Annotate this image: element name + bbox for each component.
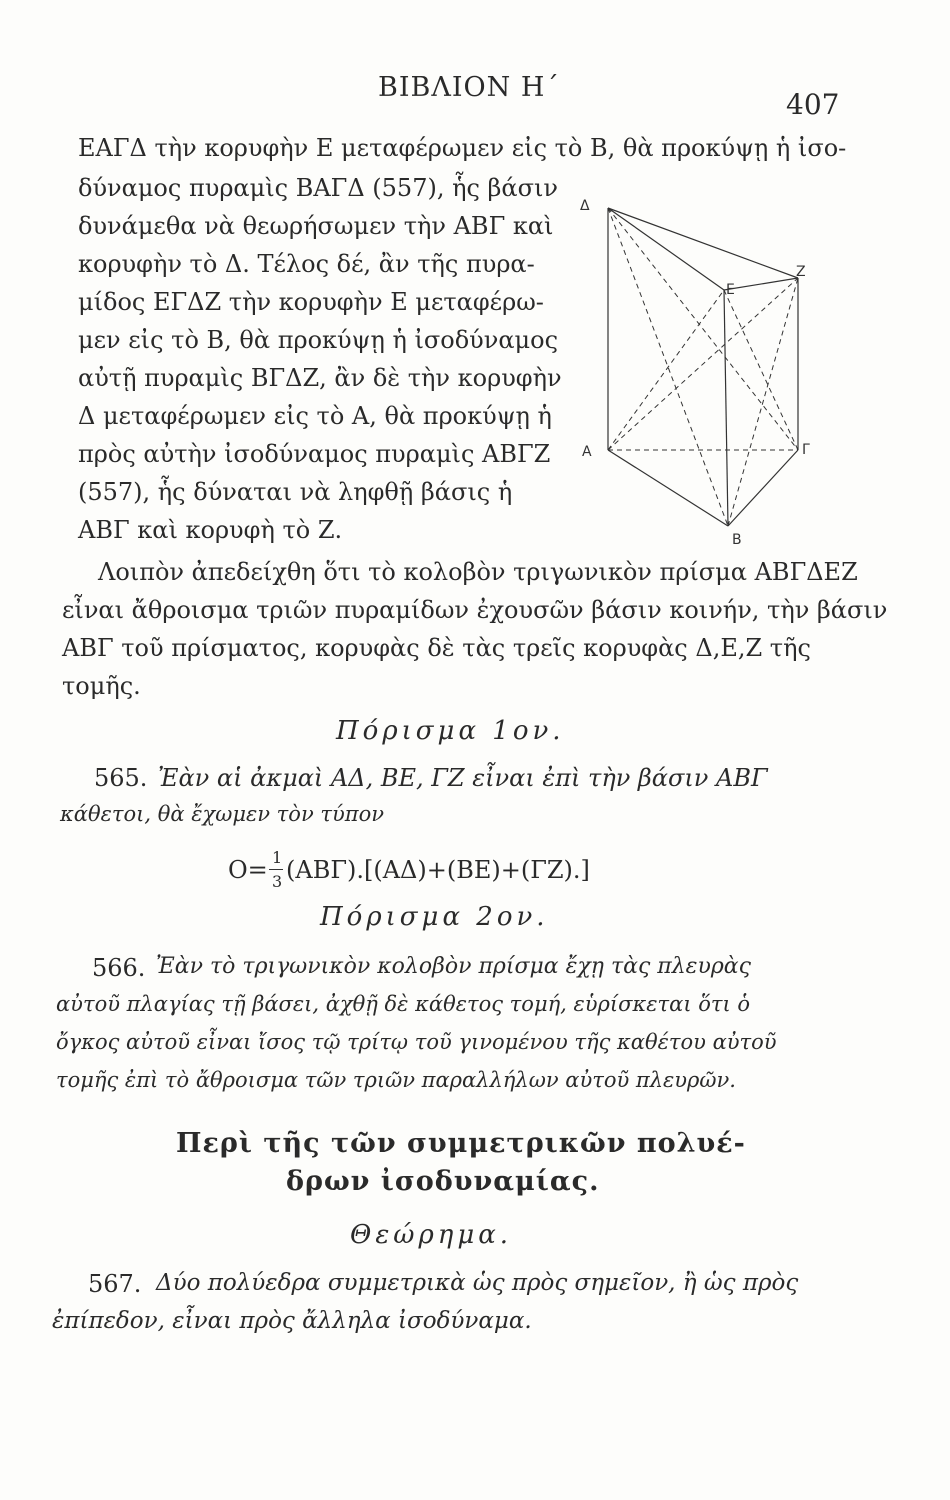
c2-line-2: αὐτοῦ πλαγίας τῇ βάσει, ἀχθῇ δὲ κάθετος τομή, εὑρίσκεται ὅτι ὁ [56, 992, 751, 1016]
corollary-1-heading: Πόρισμα 1ον. [336, 716, 565, 746]
c2-line-1: Ἐὰν τὸ τριγωνικὸν κολοβὸν πρίσμα ἔχῃ τὰς πλευρὰς [156, 954, 751, 979]
c1-line-1: Ἐὰν αἱ ἀκμαὶ ΑΔ, ΒΕ, ΓΖ εἶναι ἐπὶ τὴν βάσιν ΑΒΓ [158, 764, 768, 792]
p1-line-1: ΕΑΓΔ τὴν κορυφὴν Ε μεταφέρωμεν εἰς τὸ Β, θὰ προκύψῃ ἡ ἰσο- [78, 134, 847, 162]
label-G: Γ [802, 442, 810, 458]
t567-number: 567. [88, 1270, 142, 1298]
edge-BE [724, 290, 728, 526]
page-number: 407 [786, 88, 840, 121]
formula-left: Ο= [228, 856, 268, 884]
edge-DZ [608, 208, 798, 278]
formula-denominator: 3 [272, 872, 283, 891]
section-title-line-2: δρων ἰσοδυναμίας. [286, 1166, 600, 1197]
label-Z: Ζ [796, 264, 806, 280]
p1-line-9: πρὸς αὐτὴν ἰσοδύναμος πυραμὶς ΑΒΓΖ [78, 440, 551, 468]
volume-formula [228, 848, 648, 894]
label-E: Ε [726, 282, 735, 298]
edge-DE [608, 208, 724, 290]
c1-number: 565. [94, 764, 148, 792]
p1-line-2: δύναμος πυραμὶς ΒΑΓΔ (557), ἧς βάσιν [78, 174, 558, 202]
diag-EG [724, 290, 798, 450]
label-B: Β [732, 532, 742, 548]
c1-line-2: κάθετοι, θὰ ἔχωμεν τὸν τύπον [60, 802, 384, 826]
corollary-2-heading: Πόρισμα 2ον. [320, 902, 549, 932]
diag-AE [608, 290, 724, 450]
running-head: ΒΙΒΛΙΟΝ Η΄ [378, 72, 560, 103]
p1-line-5: μίδος ΕΓΔΖ τὴν κορυφὴν Ε μεταφέρω- [78, 288, 544, 316]
label-A: Α [582, 444, 592, 460]
p1-line-4: κορυφὴν τὸ Δ. Τέλος δέ, ἂν τῆς πυρα- [78, 250, 535, 278]
formula-numerator: 1 [272, 848, 283, 867]
label-D: Δ [580, 198, 590, 214]
t567-line-2: ἐπίπεδον, εἶναι πρὸς ἄλληλα ἰσοδύναμα. [52, 1308, 532, 1334]
theorem-heading: Θεώρημα. [350, 1220, 513, 1250]
c2-number: 566. [92, 954, 146, 982]
section-title-line-1: Περὶ τῆς τῶν συμμετρικῶν πολυέ- [176, 1128, 746, 1159]
diag-AZ [608, 278, 798, 450]
p1-line-11: ΑΒΓ καὶ κορυφὴ τὸ Ζ. [78, 516, 343, 544]
c2-line-4: τομῆς ἐπὶ τὸ ἄθροισμα τῶν τριῶν παραλλήλων αὐτοῦ πλευρῶν. [56, 1068, 736, 1092]
formula-right: (ΑΒΓ).[(ΑΔ)+(ΒΕ)+(ΓΖ).] [286, 856, 590, 884]
c2-line-3: ὄγκος αὐτοῦ εἶναι ἴσος τῷ τρίτῳ τοῦ γινομένου τῆς καθέτου αὐτοῦ [56, 1030, 777, 1054]
p2-line-4: τομῆς. [62, 672, 141, 700]
edge-AB [608, 450, 728, 526]
t567-line-1: Δύο πολύεδρα συμμετρικὰ ὡς πρὸς σημεῖον, ἢ ὡς πρὸς [156, 1270, 799, 1296]
p1-line-8: Δ μεταφέρωμεν εἰς τὸ Α, θὰ προκύψῃ ἡ [78, 402, 552, 430]
p1-line-7: αὐτῇ πυραμὶς ΒΓΔΖ, ἂν δὲ τὴν κορυφὴν [78, 364, 562, 392]
p2-line-1: Λοιπὸν ἀπεδείχθη ὅτι τὸ κολοβὸν τριγωνικὸν πρίσμα ΑΒΓΔΕΖ [98, 558, 858, 586]
edge-EZ [724, 278, 798, 290]
prism-figure [572, 198, 810, 548]
p1-line-6: μεν εἰς τὸ Β, θὰ προκύψῃ ἡ ἰσοδύναμος [78, 326, 559, 354]
p1-line-3: δυνάμεθα νὰ θεωρήσωμεν τὴν ΑΒΓ καὶ [78, 212, 554, 240]
diag-DG [608, 208, 798, 450]
p2-line-2: εἶναι ἄθροισμα τριῶν πυραμίδων ἐχουσῶν βάσιν κοινήν, τὴν βάσιν [62, 596, 888, 624]
fraction-bar [269, 869, 283, 870]
p1-line-10: (557), ἧς δύναται νὰ ληφθῇ βάσις ἡ [78, 478, 513, 506]
p2-line-3: ΑΒΓ τοῦ πρίσματος, κορυφὰς δὲ τὰς τρεῖς κορυφὰς Δ,Ε,Ζ τῆς [62, 634, 811, 662]
